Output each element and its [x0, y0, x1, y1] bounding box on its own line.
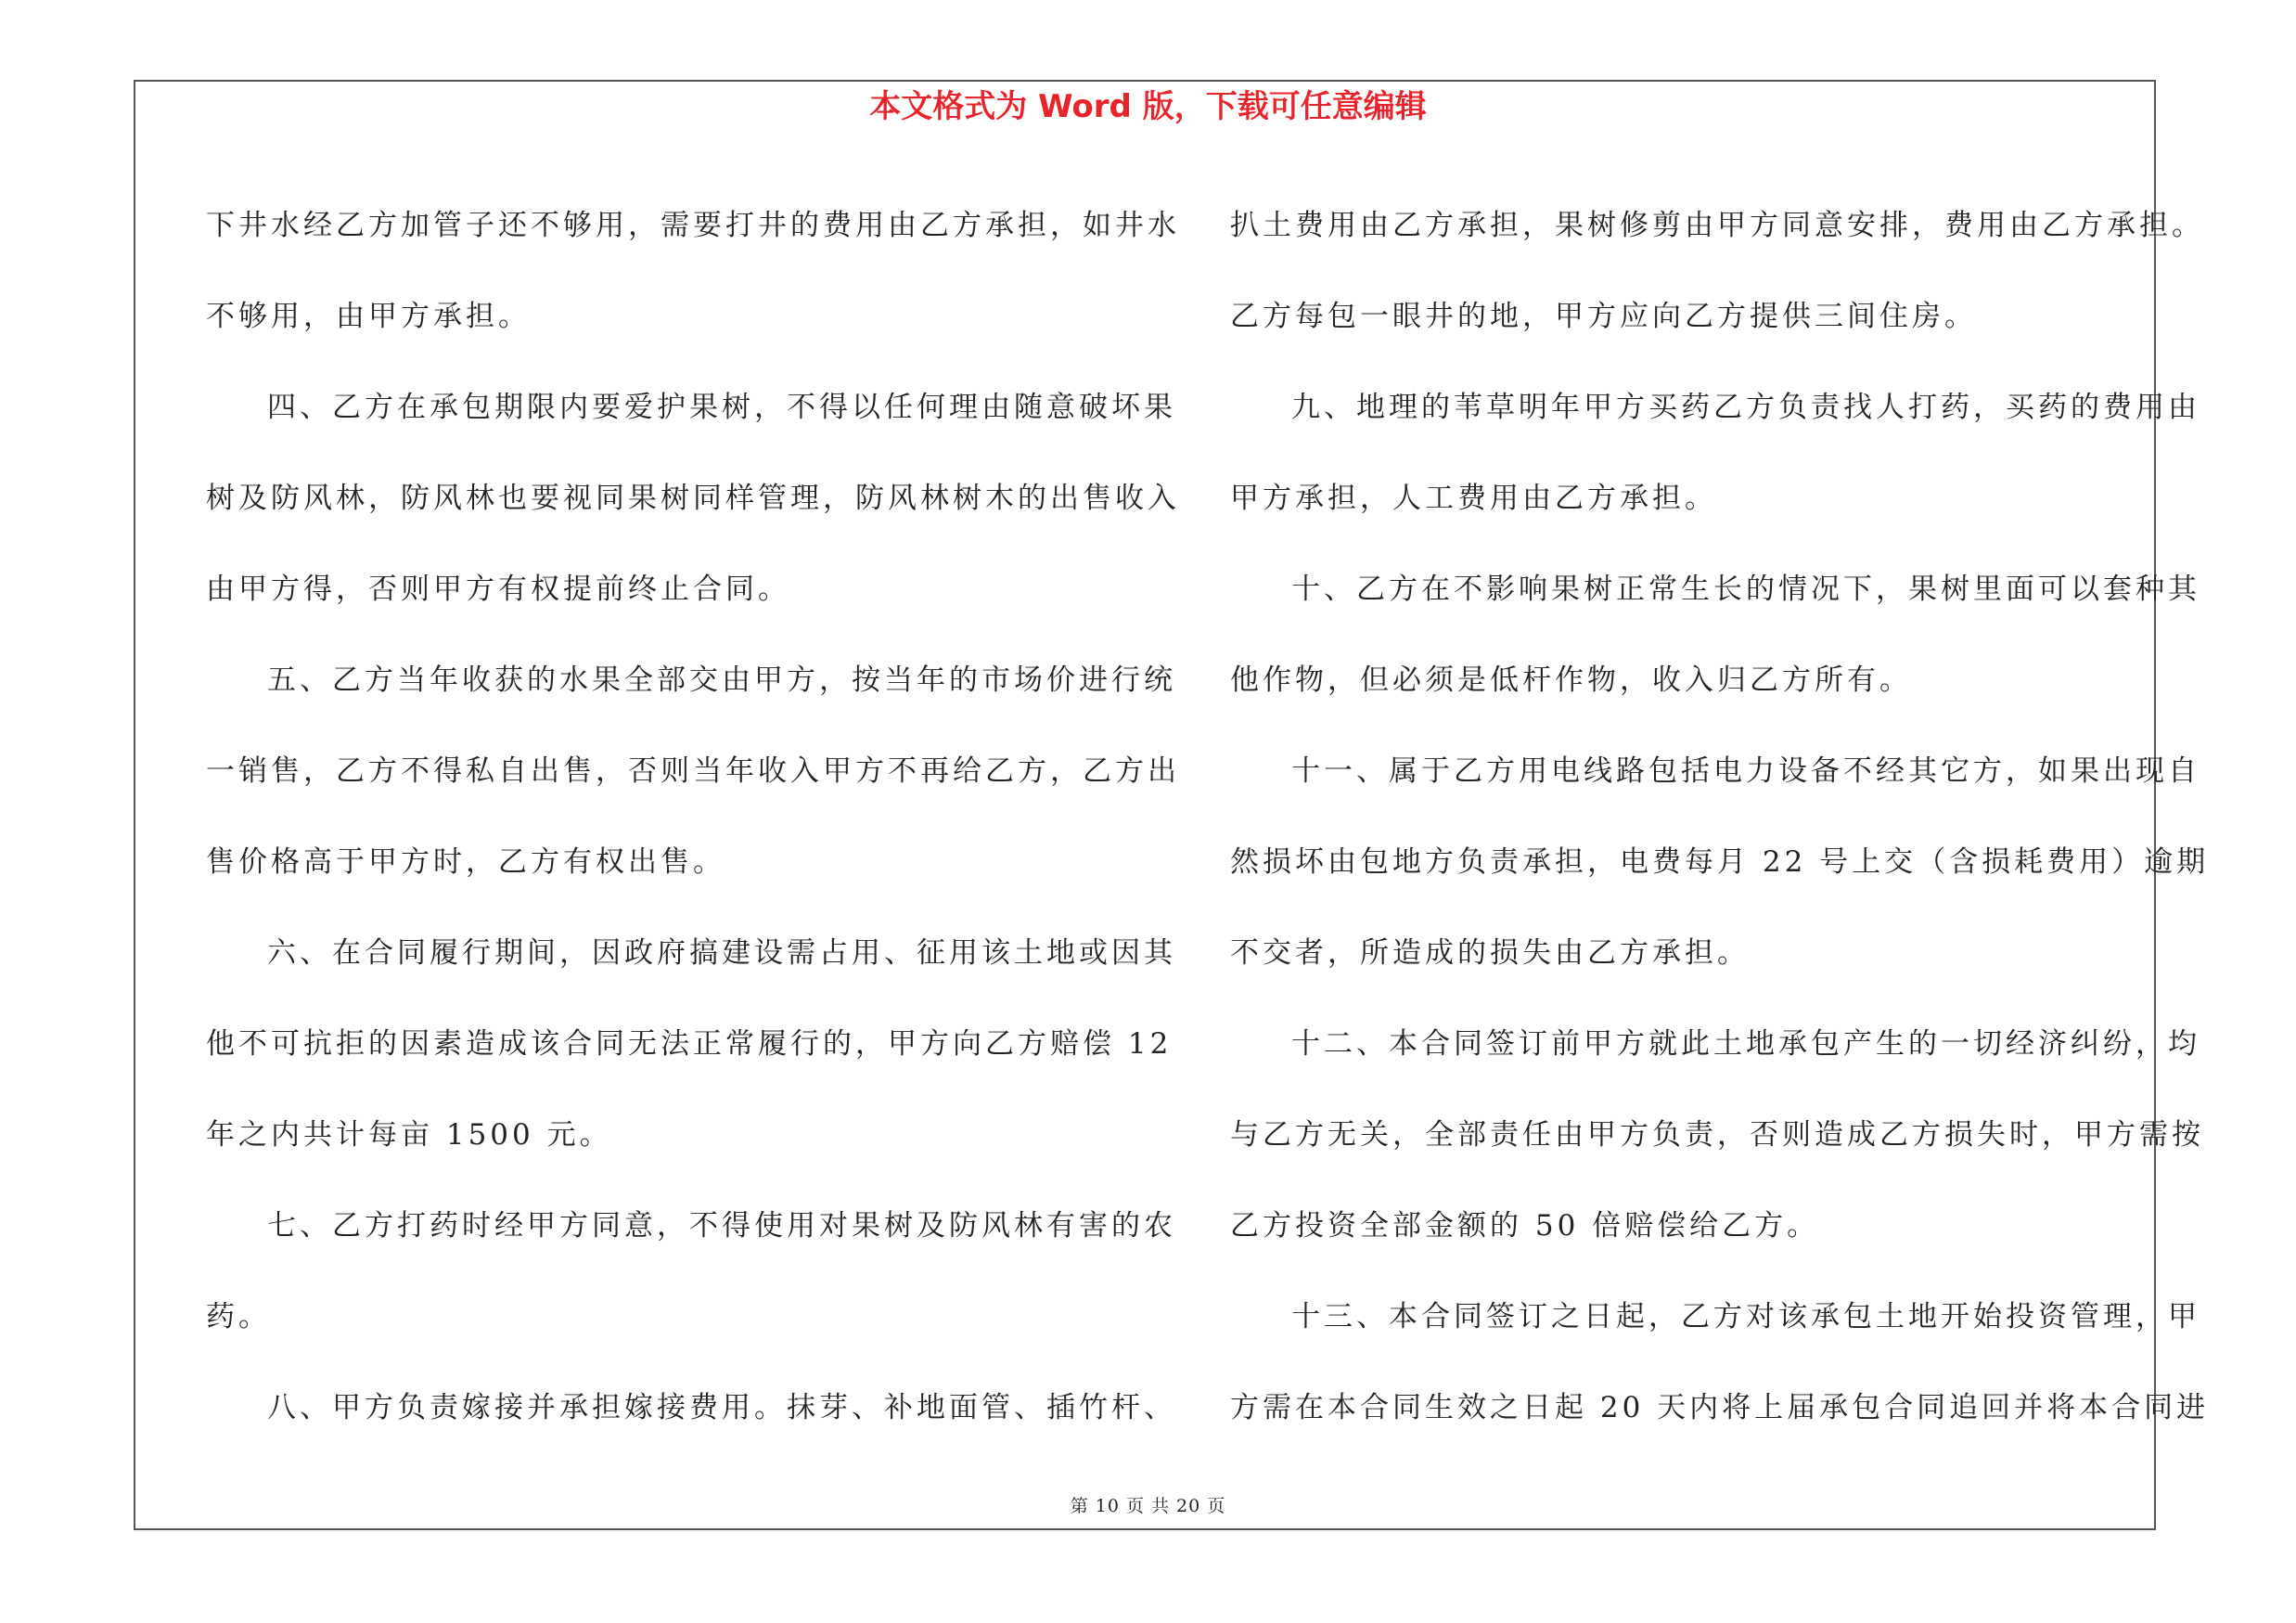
text-line: 方需在本合同生效之日起 20 天内将上届承包合同追回并将本合同进	[1230, 1391, 2210, 1424]
text-line: 乙方投资全部金额的 50 倍赔偿给乙方。	[1230, 1209, 1820, 1243]
text-line: 然损坏由包地方负责承担，电费每月 22 号上交（含损耗费用）逾期	[1230, 845, 2210, 879]
text-line: 他作物，但必须是低杆作物，收入归乙方所有。	[1230, 663, 1912, 697]
text-line: 树及防风林，防风林也要视同果树同样管理，防风林树木的出售收入	[206, 482, 1180, 515]
text-line: 十、乙方在不影响果树正常生长的情况下，果树里面可以套种其	[1291, 573, 2200, 606]
text-line: 六、在合同履行期间，因政府搞建设需占用、征用该土地或因其	[267, 936, 1176, 970]
text-line: 扒土费用由乙方承担，果树修剪由甲方同意安排，费用由乙方承担。	[1230, 209, 2204, 242]
text-line: 与乙方无关，全部责任由甲方负责，否则造成乙方损失时，甲方需按	[1230, 1118, 2204, 1152]
text-line: 不够用，由甲方承担。	[206, 300, 531, 333]
text-line: 十一、属于乙方用电线路包括电力设备不经其它方，如果出现自	[1291, 754, 2200, 788]
text-line: 他不可抗拒的因素造成该合同无法正常履行的，甲方向乙方赔偿 12	[206, 1027, 1173, 1061]
text-line: 由甲方得，否则甲方有权提前终止合同。	[206, 573, 790, 606]
text-line: 一销售，乙方不得私自出售，否则当年收入甲方不再给乙方，乙方出	[206, 754, 1180, 788]
text-line: 乙方每包一眼井的地，甲方应向乙方提供三间住房。	[1230, 300, 1977, 333]
text-line: 不交者，所造成的损失由乙方承担。	[1230, 936, 1750, 970]
text-line: 七、乙方打药时经甲方同意，不得使用对果树及防风林有害的农	[267, 1209, 1176, 1243]
text-line: 售价格高于甲方时，乙方有权出售。	[206, 845, 725, 879]
right-text-column	[1230, 180, 2210, 1453]
text-line: 八、甲方负责嫁接并承担嫁接费用。抹芽、补地面管、插竹杆、	[267, 1391, 1176, 1424]
text-line: 年之内共计每亩 1500 元。	[206, 1118, 612, 1152]
text-line: 十三、本合同签订之日起，乙方对该承包土地开始投资管理，甲	[1291, 1300, 2200, 1333]
text-line: 五、乙方当年收获的水果全部交由甲方，按当年的市场价进行统	[267, 663, 1176, 697]
text-line: 下井水经乙方加管子还不够用，需要打井的费用由乙方承担，如井水	[206, 209, 1180, 242]
text-line: 药。	[206, 1300, 271, 1333]
text-line: 九、地理的苇草明年甲方买药乙方负责找人打药，买药的费用由	[1291, 391, 2200, 424]
text-line: 四、乙方在承包期限内要爱护果树，不得以任何理由随意破坏果	[267, 391, 1176, 424]
text-line: 甲方承担，人工费用由乙方承担。	[1230, 482, 1717, 515]
text-line: 十二、本合同签订前甲方就此土地承包产生的一切经济纠纷，均	[1291, 1027, 2200, 1061]
page-number-footer: 第 10 页 共 20 页	[1070, 1496, 1226, 1516]
left-text-column	[206, 180, 1180, 1453]
word-format-banner: 本文格式为 Word 版，下载可任意编辑	[869, 88, 1427, 125]
